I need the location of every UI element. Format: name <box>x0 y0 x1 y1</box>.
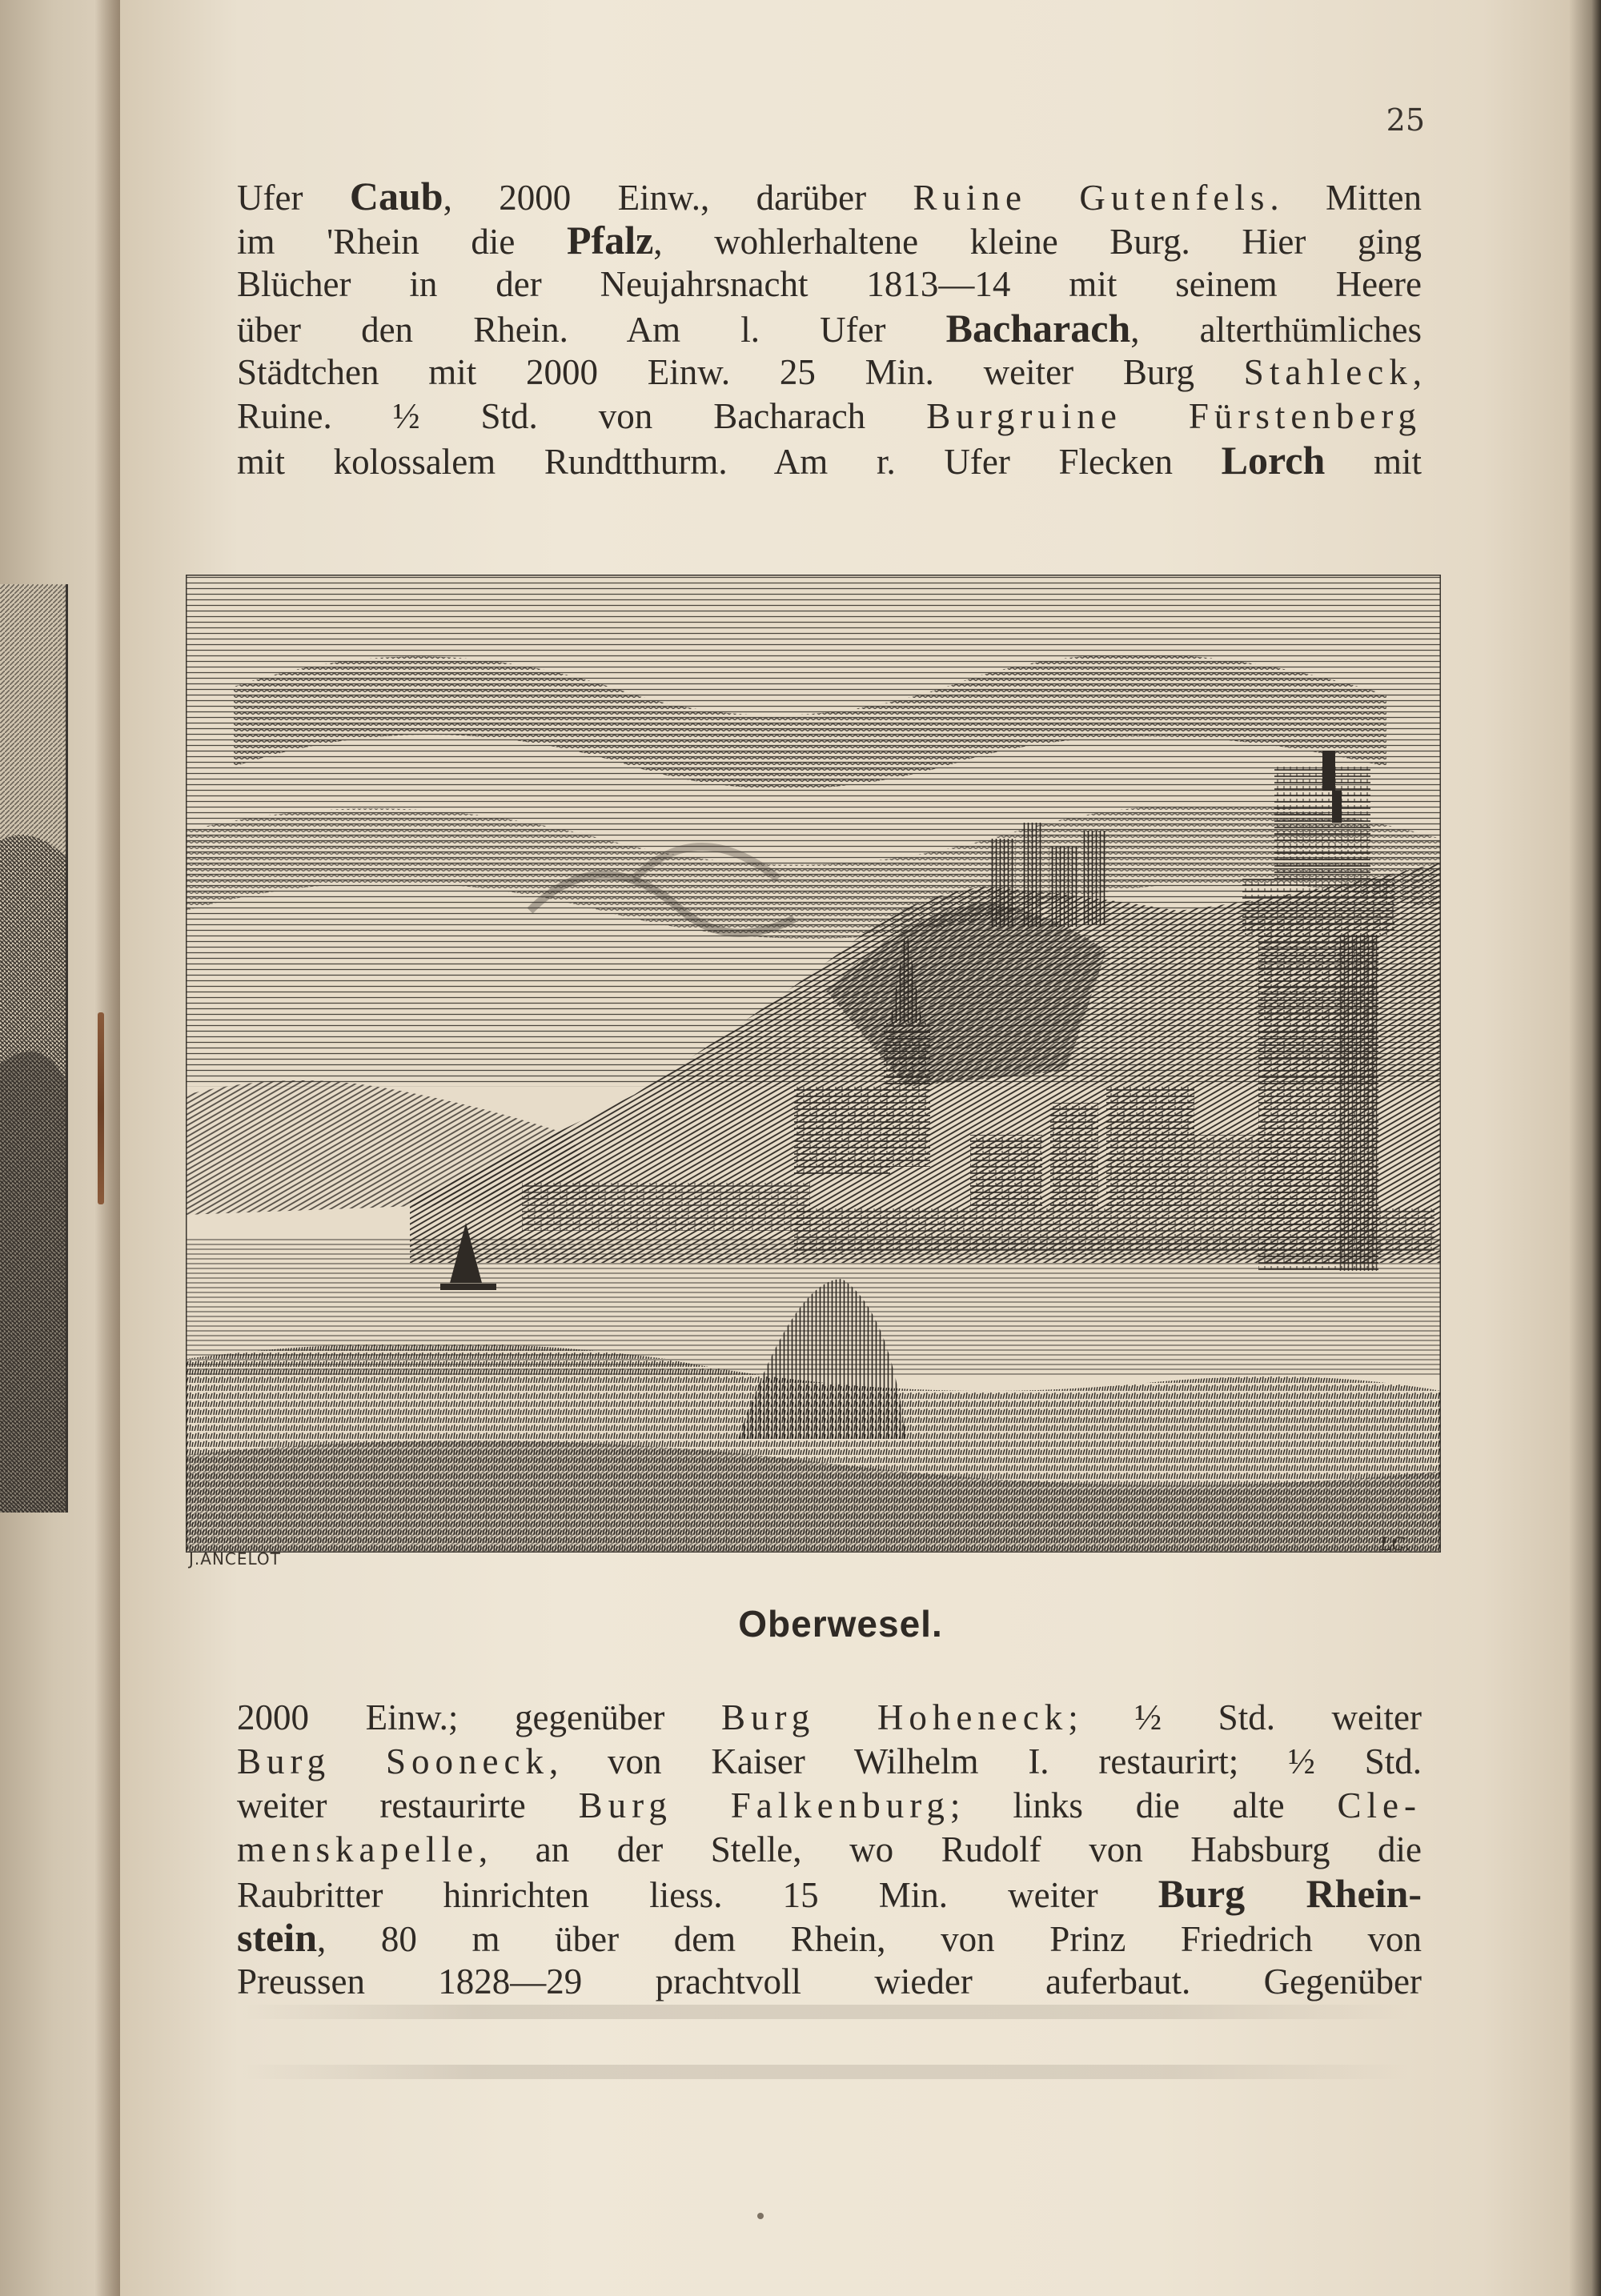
text-run: , an der Stelle, wo Rudolf von Habsburg die <box>478 1829 1422 1869</box>
text-line <box>237 395 1422 439</box>
text-run: Ufer <box>237 178 350 218</box>
ink-speck <box>757 2213 764 2219</box>
figure-caption: Oberwesel. <box>738 1603 943 1645</box>
place-name-bold: Caub <box>349 174 443 218</box>
text-run: mit kolossalem Rundtthurm. Am r. Ufer Flecken <box>237 442 1222 482</box>
text-line <box>237 1916 1422 1960</box>
bleed-through-line <box>240 2065 1409 2079</box>
text-run: Preussen 1828—29 prachtvoll wieder auferbaut. Gegenüber <box>237 1961 1422 2001</box>
text-line <box>237 262 1422 307</box>
place-name-spaced: Burg Hoheneck <box>721 1697 1069 1737</box>
text-run: Ruine. ½ Std. von Bacharach <box>237 396 927 436</box>
engraver-signature-right: LC. <box>1380 1535 1410 1555</box>
place-name-spaced: Burg Falkenburg <box>578 1785 950 1825</box>
place-name-spaced: Burgruine Fürstenberg <box>926 396 1422 436</box>
bottom-paragraph <box>237 1696 1422 2004</box>
text-line <box>237 218 1422 262</box>
text-line <box>237 1828 1422 1872</box>
text-line <box>237 307 1422 351</box>
text-run: Städtchen mit 2000 Einw. 25 Min. weiter Burg <box>237 352 1244 392</box>
text-line <box>237 1872 1422 1916</box>
text-line <box>237 1784 1422 1828</box>
place-name-bold: Lorch <box>1221 439 1326 483</box>
place-name-bold: Pfalz <box>567 218 654 262</box>
previous-illustration-svg <box>0 584 66 1513</box>
place-name-bold: stein <box>237 1916 317 1960</box>
text-run: Raubritter hinrichten liess. 15 Min. weiter <box>237 1875 1158 1915</box>
engraver-signature-left: J.ANCELOT <box>189 1549 281 1569</box>
text-run: mit <box>1325 442 1422 482</box>
place-name-bold: Burg Rhein- <box>1158 1872 1422 1916</box>
place-name-spaced: Stahleck <box>1243 352 1413 392</box>
text-run: ; links die alte <box>949 1785 1338 1825</box>
top-paragraph <box>237 174 1422 483</box>
binding-thread <box>98 1012 104 1204</box>
place-name-spaced: Cle- <box>1337 1785 1422 1825</box>
text-line <box>237 1960 1422 2004</box>
bleed-through-line <box>240 2005 1409 2019</box>
page-number: 25 <box>1386 102 1425 138</box>
place-name-spaced: Ruine Gutenfels <box>913 178 1270 218</box>
previous-page-illustration-fragment <box>0 584 68 1513</box>
place-name-bold: Bacharach <box>945 307 1131 351</box>
text-run: , <box>1412 352 1422 392</box>
text-run: im 'Rhein die <box>237 222 568 262</box>
text-run: , alterthümliches <box>1130 310 1422 350</box>
text-run: , von Kaiser Wilhelm I. restaurirt; ½ Std. <box>548 1741 1422 1781</box>
oberwesel-engraving <box>186 575 1441 1553</box>
text-run: . Mitten <box>1270 178 1422 218</box>
text-line <box>237 439 1422 483</box>
text-line <box>237 351 1422 395</box>
text-run: weiter restaurirte <box>237 1785 579 1825</box>
text-run: ; ½ Std. weiter <box>1068 1697 1422 1737</box>
text-run: , 80 m über dem Rhein, von Prinz Friedrich von <box>317 1919 1422 1959</box>
engraving-svg <box>186 575 1441 1553</box>
text-run: , wohlerhaltene kleine Burg. Hier ging <box>653 222 1422 262</box>
text-run: über den Rhein. Am l. Ufer <box>237 310 946 350</box>
text-line <box>237 1696 1422 1740</box>
place-name-spaced: menskapelle <box>237 1829 479 1869</box>
place-name-spaced: Burg Sooneck <box>237 1741 549 1781</box>
text-run: 2000 Einw.; gegenüber <box>237 1697 722 1737</box>
page-edge-shadow <box>1569 0 1601 2296</box>
text-run: Blücher in der Neujahrsnacht 1813—14 mit seinem Heere <box>237 264 1422 304</box>
text-line <box>237 1740 1422 1784</box>
text-line <box>237 174 1422 218</box>
text-run: , 2000 Einw., darüber <box>443 178 913 218</box>
